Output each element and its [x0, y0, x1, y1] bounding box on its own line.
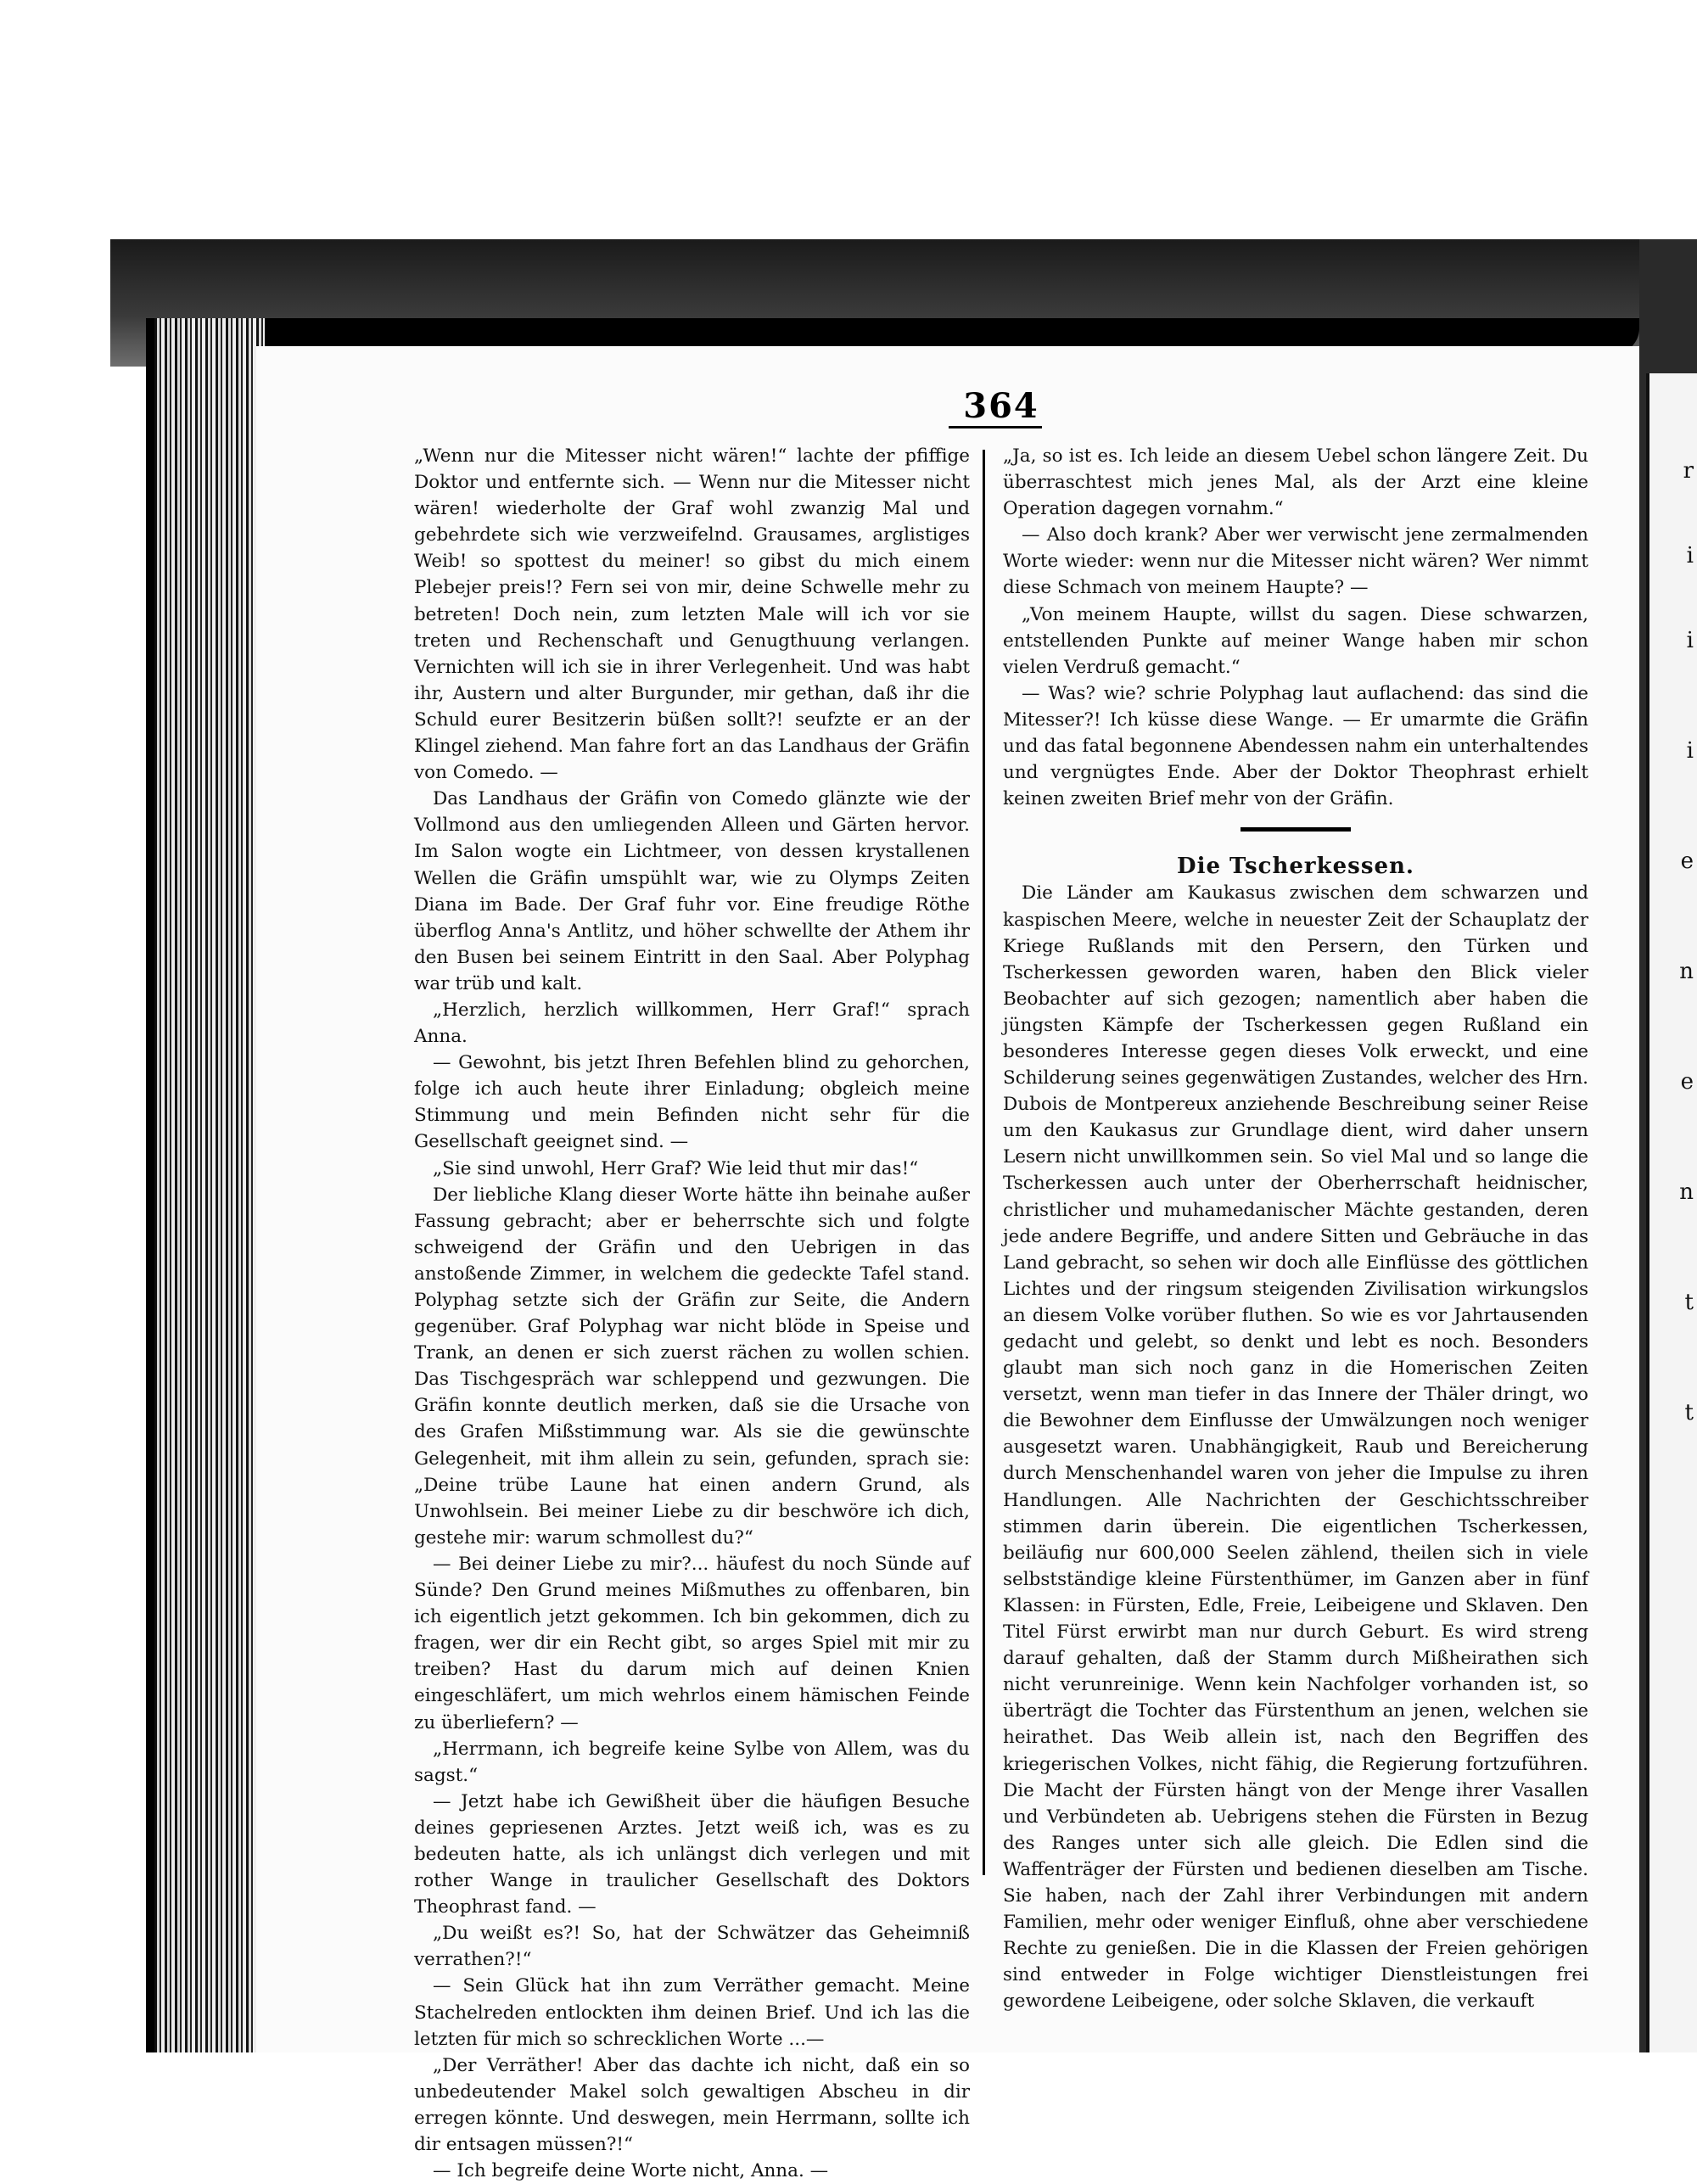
paragraph: „Herrmann, ich begreife keine Sylbe von Allem, was du sagst.“ [414, 1738, 970, 1786]
paragraph: „Du weißt es?! So, hat der Schwätzer das Geheimniß verrathen?!“ [414, 1923, 970, 1971]
page-number-rule [949, 426, 1042, 428]
edge-letter: i [1686, 738, 1694, 764]
paragraph: Der liebliche Klang dieser Worte hätte ihn beinahe außer Fassung gebracht; aber er beherrschte sich und folgte schweigend der Gräfin und den Uebrigen in das anstoßende Zimmer, in welchem die gedeckte Tafel stand. Polyphag setzte sich der Gräfin zur Seite, die Andern gegenüber. Graf Polyphag war nicht blöde in Speise und Trank, an denen er sich zuerst rächen zu wollen schien. Das Tischgespräch war schleppend und gezwungen. Die Gräfin konnte deutlich merken, daß sie die Ursache von des Grafen Mißstimmung war. Als sie die gewünschte Gelegenheit, mit ihm allein zu sein, gefunden, sprach sie: „Deine trübe Laune hat einen andern Grund, als Unwohlsein. Bei meiner Liebe zu dir beschwöre ich dich, gestehe mir: warum schmollest du?“ [414, 1184, 970, 1548]
edge-letter: n [1679, 1179, 1694, 1205]
paragraph: Das Landhaus der Gräfin von Comedo glänzte wie der Vollmond aus den umliegenden Alleen und Gärten hervor. Im Salon wogte ein Lichtmeer, von dessen krystallenen Wellen die Gräfin umspühlt war, wie zu Olymps Zeiten Diana im Bade. Der Graf fuhr vor. Eine freudige Röthe überflog Anna's Antlitz, und höher schwellte der Athem ihr den Busen bei seinem Eintritt in den Saal. Aber Polyphag war trüb und kalt. [414, 788, 970, 994]
edge-letter: r [1683, 458, 1694, 484]
page-number: 364 [963, 386, 1039, 426]
facing-page-edge [1646, 373, 1697, 2052]
paragraph: Die Länder am Kaukasus zwischen dem schwarzen und kaspischen Meere, welche in neuester Zeit der Schauplatz der Kriege Rußlands mit den Persern, den Türken und Tscherkessen geworden waren, haben den Blick vieler Beobachter auf sich gezogen; namentlich aber haben die jüngsten Kämpfe der Tscherkessen gegen Rußland ein besonderes Interesse gegen dieses Volk erweckt, und eine Schilderung seines gegenwätigen Zustandes, welcher des Hrn. Dubois de Montpereux anziehende Beschreibung seiner Reise um den Kaukasus zur Grundlage dient, wird daher unsern Lesern nicht unwillkommen sein. So viel Mal und so lange die Tscherkessen auch unter der Oberherrschaft heidnischer, christlicher und muhamedanischer Mächte gestanden, deren jede andere Begriffe, und andere Sitten und Gebräuche in das Land gebracht, so sehen wir doch alle Einflüsse des göttlichen Lichtes und der ringsum steigenden Zivilisation wirkungslos an diesem Volke vorüber fluthen. So wie es vor Jahrtausenden gedacht und gelebt, so denkt und lebt es noch. Besonders glaubt man sich noch ganz in die Homerischen Zeiten versetzt, wenn man tiefer in das Innere der Thäler dringt, wo die Bewohner dem Einflusse der Umwälzungen noch weniger ausgesetzt waren. Unabhängigkeit, Raub und Bereicherung durch Menschenhandel waren von jeher die Impulse zu ihren Handlungen. Alle Nachrichten der Geschichtsschreiber stimmen darin überein. Die eigentlichen Tscherkessen, beiläufig nur 600,000 Seelen zählend, theilen sich in viele selbstständige kleine Fürstenthümer, im Ganzen aber in fünf Klassen: in Fürsten, Edle, Freie, Leibeigene und Sklaven. Den Titel Fürst erwirbt man nur durch Geburt. Es wird streng darauf gehalten, daß der Stamm durch Mißheirathen sich nicht verunreinige. Wenn kein Nachfolger vorhanden ist, so überträgt die Tochter das Fürstenthum an jenen, welchen sie heirathet. Das Weib allein ist, nach den Begriffen des kriegerischen Volkes, nicht fähig, die Regierung fortzuführen. Die Macht der Fürsten hängt von der Menge ihrer Vasallen und Verbündeten ab. Uebrigens stehen die Fürsten in Bezug des Ranges unter sich alle gleich. Die Edlen sind die Waffenträger der Fürsten und bedienen dieselben am Tische. Sie haben, nach der Zahl ihrer Verbindungen mit andern Familien, mehr oder weniger Einfluß, ohne aber verschiedene Rechte zu genießen. Die in die Klassen der Freien gehörigen sind entweder in Folge wichtiger Dienstleistungen frei gewordene Leibeigene, oder solche Sklaven, die verkauft [1003, 882, 1588, 2013]
paragraph: „Der Verräther! Aber das dachte ich nicht, daß ein so unbedeutender Makel solch gewaltigen Abscheu in dir erregen könnte. Und deswegen, mein Herrmann, sollte ich dir entsagen müssen?!“ [414, 2054, 970, 2155]
edge-letter: e [1680, 1069, 1694, 1095]
edge-letter: t [1684, 1400, 1694, 1425]
edge-letter: i [1686, 628, 1694, 653]
paragraph: — Gewohnt, bis jetzt Ihren Befehlen blind zu gehorchen, folge ich auch heute ihrer Einladung; obgleich meine Stimmung und mein Befinden nicht sehr für die Gesellschaft geeignet sind. — [414, 1052, 970, 1153]
paragraph: — Sein Glück hat ihn zum Verräther gemacht. Meine Stachelreden entlockten ihm deinen Brief. Und ich las die letzten für mich so schrecklichen Worte ...— [414, 1975, 970, 2050]
paragraph: — Was? wie? schrie Polyphag laut auflachend: das sind die Mitesser?! Ich küsse diese Wange. — Er umarmte die Gräfin und das fatal begonnene Abendessen nahm ein unterhaltendes und vergnügtes Ende. Aber der Doktor Theophrast erhielt keinen zweiten Brief mehr von der Gräfin. [1003, 682, 1588, 810]
paragraph: „Sie sind unwohl, Herr Graf? Wie leid thut mir das!“ [433, 1157, 919, 1179]
paragraph: — Ich begreife deine Worte nicht, Anna. — [433, 2160, 829, 2182]
section-rule [1241, 827, 1351, 832]
paragraph: „Von meinem Haupte, willst du sagen. Diese schwarzen, entstellenden Punkte auf meiner Wange haben mir schon vielen Verdruß gemacht.“ [1003, 603, 1588, 678]
edge-letter: e [1680, 848, 1694, 874]
right-column [1003, 443, 1588, 2014]
paragraph: — Bei deiner Liebe zu mir?... häufest du noch Sünde auf Sünde? Den Grund meines Mißmuthes zu offenbaren, bin ich eigentlich jetzt gekommen. Ich bin gekommen, dich zu fragen, wer dir ein Recht gibt, so arges Spiel mit mir zu treiben? Hast du darum mich auf deinen Knien eingeschläfert, um mich wehrlos einem hämischen Feinde zu überliefern? — [414, 1553, 970, 1733]
paragraph: — Also doch krank? Aber wer verwischt jene zermalmenden Worte wieder: wenn nur die Mitesser nicht wären? Wer nimmt diese Schmach von meinem Haupte? — [1003, 524, 1588, 599]
column-divider [983, 450, 985, 1875]
paragraph: „Wenn nur die Mitesser nicht wären!“ lachte der pfiffige Doktor und entfernte sich. — Wenn nur die Mitesser nicht wären! wiederholte der Graf wohl zwanzig Mal und gebehrdete sich wie verzweifelnd. Grausames, arglistiges Weib! so spottest du meiner! so gibst du mich einem Plebejer preis!? Fern sei von mir, deine Schwelle mehr zu betreten! Doch nein, zum letzten Male will ich vor sie treten und Rechenschaft und Genugthuung verlangen. Vernichten will ich sie in ihrer Verlegenheit. Und was habt ihr, Austern und alter Burgunder, mir gethan, daß ihr die Schuld eurer Besitzerin büßen sollt?! seufzte er an der Klingel ziehend. Man fahre fort an das Landhaus der Gräfin von Comedo. — [414, 445, 970, 784]
section-title: Die Tscherkessen. [1177, 854, 1414, 880]
paragraph: „Herzlich, herzlich willkommen, Herr Graf!“ sprach Anna. [414, 999, 970, 1048]
edge-letter: n [1679, 959, 1694, 984]
edge-letter: t [1684, 1290, 1694, 1315]
book-page-edges [146, 318, 265, 2052]
paragraph: — Jetzt habe ich Gewißheit über die häufigen Besuche deines gepriesenen Arztes. Jetzt weiß ich, was es zu bedeuten hatte, als ich unlängst dich verlegen und mit rother Wange in traulicher Gesellschaft des Doktors Theophrast fand. — [414, 1790, 970, 1918]
edge-letter: i [1686, 543, 1694, 568]
paragraph: „Ja, so ist es. Ich leide an diesem Uebel schon längere Zeit. Du überraschtest mich jenes Mal, als der Arzt eine kleine Operation dagegen vornahm.“ [1003, 445, 1588, 520]
left-column [414, 443, 970, 2184]
